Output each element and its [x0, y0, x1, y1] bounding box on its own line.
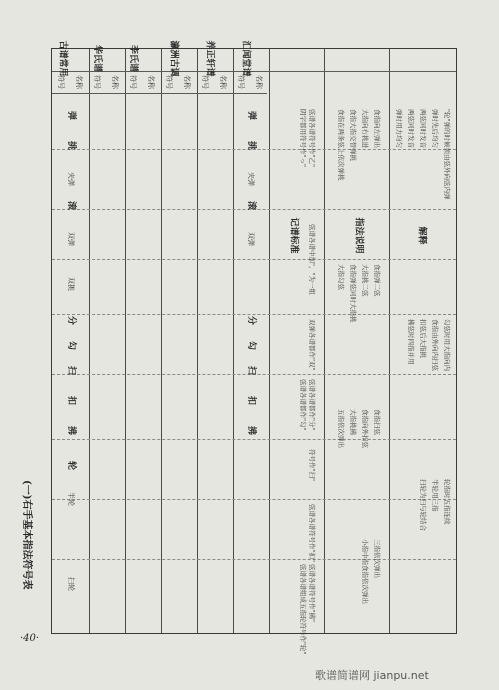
row-divider [52, 499, 456, 500]
technique-text: 大指向右挑进 [361, 109, 369, 148]
row-divider [52, 559, 456, 560]
page-number: ·40· [20, 633, 40, 644]
table-cell: 扫 [66, 365, 77, 376]
table-cell: 扫轮 [67, 577, 75, 591]
subheader-name: 名称 [219, 75, 227, 89]
notation-text: 弦谱各谱符号作"拂" [308, 564, 316, 622]
table-cell: 滚 [246, 200, 257, 211]
explanation-text: 扫轮为扫与轮结合 [419, 479, 427, 531]
technique-text: 五指依次弹出 [337, 409, 345, 448]
table-cell: 双弹 [247, 232, 255, 246]
technique-text: 食指大指交替弹挑 [349, 109, 357, 161]
explanation-text: 轮指时五指连续 [443, 479, 451, 525]
header-notation: 记谱标准 [288, 217, 299, 254]
table-cell: 轮 [66, 460, 77, 471]
table-cell: 弹 [66, 110, 77, 121]
subheader-symbol: 符号 [129, 75, 137, 89]
table-cell: 拂 [246, 425, 257, 436]
table-cell: 夹弹 [247, 172, 255, 186]
notation-text: 弦谱各谱符号作"扣" [308, 504, 316, 562]
table-cell: 挑 [246, 140, 257, 151]
explanation-text: 扣弦后大指挑 [419, 319, 427, 358]
header-col2: 华氏谱 [92, 44, 103, 73]
table-cell: 滚 [66, 200, 77, 211]
table-cell: 勾 [66, 340, 77, 351]
header-col4: 瀛洲古调 [168, 40, 179, 77]
table-cell: 分 [246, 315, 257, 326]
header-divider [52, 71, 456, 72]
table-cell: 分 [66, 315, 77, 326]
column-divider [197, 49, 198, 633]
table-cell: 双弹 [67, 232, 75, 246]
technique-text: 食指向外扣弦 [361, 409, 369, 448]
notation-text: 弦谱各谱都作"分" [308, 379, 316, 431]
technique-text: 大指挑二弦 [361, 264, 369, 297]
subheader-name: 名称 [183, 75, 191, 89]
header-col5: 养正轩谱 [204, 40, 215, 77]
notation-text: 弦谱各谱组成五指轮符号作"轮" [299, 564, 307, 655]
explanation-text: "轮"弹的时候须由弦外向弦内弹 [443, 109, 451, 200]
table-cell: 扣 [66, 395, 77, 406]
table-cell: 半轮 [67, 492, 75, 506]
technique-text: 大指勾弦 [337, 264, 345, 290]
table-cell: 勾 [246, 340, 257, 351]
technique-text: 食指向左弹出 [373, 109, 381, 148]
notation-text: 弦谱各谱符号作"乙" [308, 109, 316, 167]
column-divider [233, 49, 234, 633]
column-divider [269, 49, 270, 633]
subheader-symbol: 符号 [93, 75, 101, 89]
watermark: 歌谱简谱网 jianpu.net [315, 669, 429, 682]
row-divider [52, 314, 456, 315]
subheader-name: 名称 [147, 75, 155, 89]
explanation-text: 勾弦时用大指向内 [443, 319, 451, 371]
column-divider [89, 49, 90, 633]
header-col1: 古谱常用 [57, 40, 68, 77]
technique-text: 食指弹二弦 [373, 264, 381, 297]
header-col3: 李氏谱 [128, 44, 139, 73]
explanation-text: 拂弦时四指并用 [407, 319, 415, 365]
explanation-text: 半轮用三指 [431, 479, 439, 512]
notation-text: 双弹各谱都作"双" [308, 319, 316, 371]
section-title: (一)右手基本指法符号表 [21, 480, 32, 590]
column-divider [324, 49, 325, 633]
column-divider [389, 49, 390, 633]
subheader-name: 名称 [111, 75, 119, 89]
explanation-text: 两弦同时发音 [407, 109, 415, 148]
subheader-name: 名称 [75, 75, 83, 89]
explanation-text: 弹时先后均匀 [431, 109, 439, 148]
notation-text: 阴字都用符号作"っ" [299, 109, 307, 167]
explanation-text: 食指由外向内扫弦 [431, 319, 439, 371]
header-col6: 汇闻堂谱 [240, 40, 251, 77]
technique-text: 食指在两条弦上依次弹挑 [337, 109, 345, 181]
header-technique: 指法说明 [353, 217, 364, 254]
row-divider [52, 439, 456, 440]
table-cell: 双挑 [67, 277, 75, 291]
header-explanation: 解释 [416, 226, 427, 245]
column-divider [161, 49, 162, 633]
technique-text: 食指弹弦同时大指挑 [349, 264, 357, 323]
technique-text: 食指扫弦 [373, 409, 381, 435]
fingering-table [51, 40, 457, 655]
subheader-symbol: 符号 [201, 75, 209, 89]
table-cell: 拂 [66, 425, 77, 436]
explanation-text: 两弦同时发音 [419, 109, 427, 148]
table-cell: 扫 [246, 365, 257, 376]
technique-text: 三指依次弹出 [373, 539, 381, 578]
table-cell: 挑 [66, 140, 77, 151]
subheader-symbol: 符号 [165, 75, 173, 89]
notation-text: 弦谱各谱都作"勾" [299, 379, 307, 431]
technique-text: 小指中指食指依次弹出 [361, 539, 369, 604]
subheader-divider [52, 93, 267, 94]
subheader-symbol: 符号 [57, 75, 65, 89]
explanation-text: 弹时用力均匀 [395, 109, 403, 148]
column-divider [125, 49, 126, 633]
subheader-symbol: 符号 [237, 75, 245, 89]
row-divider [52, 259, 456, 260]
technique-text: 大指挑拂 [349, 409, 357, 435]
table-cell: 弹 [246, 110, 257, 121]
table-cell: 扣 [246, 395, 257, 406]
table-cell: 夹弹 [67, 172, 75, 186]
subheader-name: 名称 [255, 75, 263, 89]
notation-text: 符号作"扫" [308, 449, 316, 481]
notation-text: 弦谱各谱中加"，"为一组 [308, 224, 316, 295]
